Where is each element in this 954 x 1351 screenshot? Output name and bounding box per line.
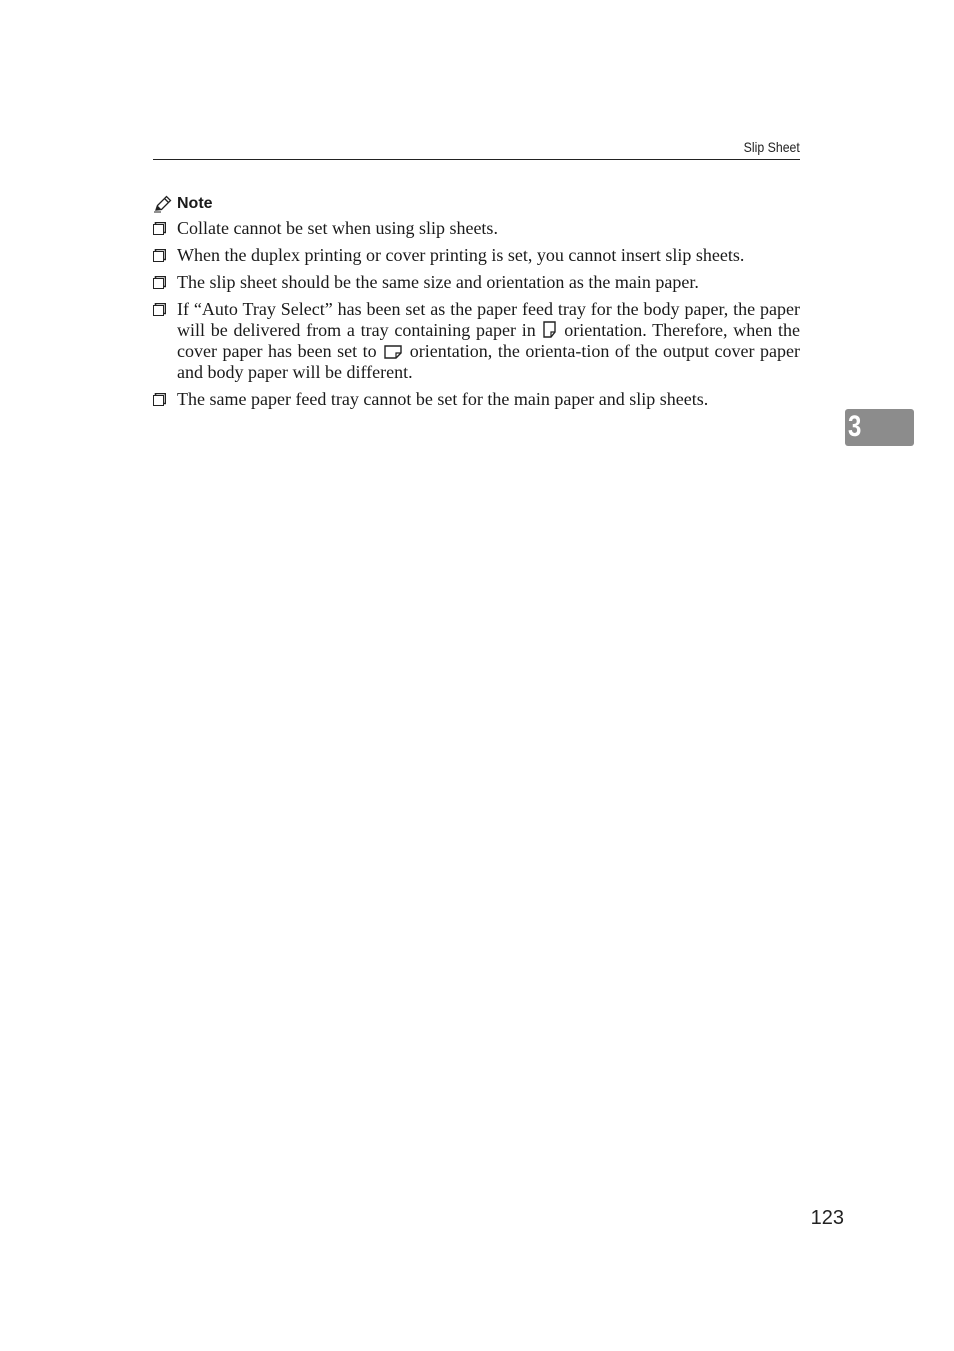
note-item [153,218,800,239]
chapter-tab [845,409,914,446]
note-list [153,218,800,416]
chapter-number: 3 [848,410,862,443]
landscape-orientation-icon [384,345,402,359]
checkbox-bullet-icon [153,303,166,316]
pencil-icon [153,195,173,213]
note-item-text: The same paper feed tray cannot be set for the main paper and slip sheets. [177,389,709,409]
note-item-text: If “Auto Tray Select” has been set as the paper feed tray for the body paper, the paper will be delivered from a tray containing paper in [177,299,800,340]
note-item-text: When the duplex printing or cover printing is set, you cannot insert slip sheets. [177,245,745,265]
note-item [153,272,800,293]
note-item-text: Collate cannot be set when using slip sheets. [177,218,498,238]
checkbox-bullet-icon [153,393,166,406]
checkbox-bullet-icon [153,276,166,289]
checkbox-bullet-icon [153,222,166,235]
running-header-title: Slip Sheet [743,139,800,155]
note-item [153,389,800,410]
checkbox-bullet-icon [153,249,166,262]
page-number: 123 [810,1207,844,1229]
note-item-text: orientation, the orienta-tion of the output cover paper and body paper will be different. [177,341,801,382]
note-item [153,245,800,266]
note-label: Note [177,195,213,212]
portrait-orientation-icon [543,321,556,338]
note-item-text: The slip sheet should be the same size and orientation as the main paper. [177,272,699,292]
header-rule [153,159,800,160]
note-heading [153,193,213,215]
note-item [153,299,800,383]
note-item-text: orientation. Therefore, when the cover paper has been set to [177,320,800,361]
